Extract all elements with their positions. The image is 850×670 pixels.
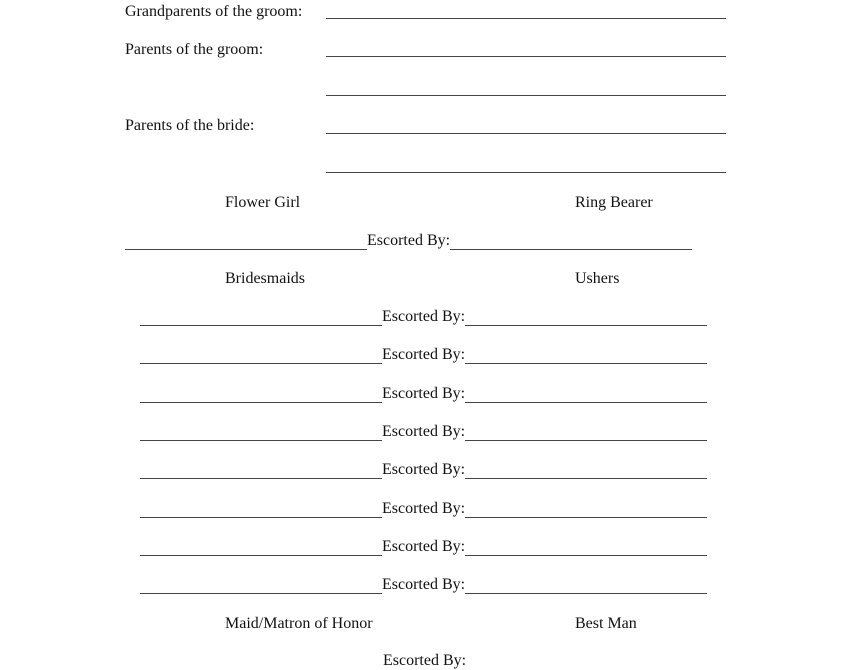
bridesmaid-field[interactable] xyxy=(140,386,382,403)
flower-girl-heading: Flower Girl xyxy=(225,194,301,211)
escorted-by-label: Escorted By: xyxy=(382,538,466,555)
usher-field[interactable] xyxy=(465,539,707,556)
bridesmaid-escort-row xyxy=(140,500,707,518)
parents-groom-field-1[interactable] xyxy=(326,56,726,57)
grandparents-groom-label: Grandparents of the groom: xyxy=(125,3,303,20)
bridesmaid-field[interactable] xyxy=(140,309,382,326)
maid-of-honor-heading: Maid/Matron of Honor xyxy=(225,615,373,632)
bridesmaid-field[interactable] xyxy=(140,577,382,594)
parents-bride-label: Parents of the bride: xyxy=(125,117,255,134)
usher-field[interactable] xyxy=(465,347,707,364)
bridesmaid-field[interactable] xyxy=(140,462,382,479)
parents-groom-label: Parents of the groom: xyxy=(125,41,264,58)
usher-field[interactable] xyxy=(465,462,707,479)
flower-girl-escort-row xyxy=(125,232,692,250)
grandparents-groom-field[interactable] xyxy=(326,18,726,19)
escorted-by-label: Escorted By: xyxy=(382,346,466,363)
bridesmaid-escort-row xyxy=(140,346,707,364)
bridesmaid-escort-row xyxy=(140,576,707,594)
bridesmaid-field[interactable] xyxy=(140,539,382,556)
escorted-by-label: Escorted By: xyxy=(382,461,466,478)
usher-field[interactable] xyxy=(465,501,707,518)
usher-field[interactable] xyxy=(465,424,707,441)
bridesmaid-escort-row xyxy=(140,423,707,441)
flower-girl-field[interactable] xyxy=(125,233,367,250)
escorted-by-label: Escorted By: xyxy=(367,232,451,249)
escorted-by-label: Escorted By: xyxy=(382,576,466,593)
parents-bride-field-1[interactable] xyxy=(326,133,726,134)
escorted-by-label: Escorted By: xyxy=(382,500,466,517)
escorted-by-label: Escorted By: xyxy=(383,652,467,669)
usher-field[interactable] xyxy=(465,309,707,326)
ring-bearer-heading: Ring Bearer xyxy=(575,194,653,211)
ushers-heading: Ushers xyxy=(575,270,620,287)
parents-bride-field-2[interactable] xyxy=(326,172,726,173)
bridesmaid-escort-row xyxy=(140,308,707,326)
usher-field[interactable] xyxy=(465,577,707,594)
maid-of-honor-escort-row xyxy=(383,652,466,670)
bridesmaid-field[interactable] xyxy=(140,424,382,441)
parents-groom-field-2[interactable] xyxy=(326,95,726,96)
usher-field[interactable] xyxy=(465,386,707,403)
bridesmaid-field[interactable] xyxy=(140,501,382,518)
ring-bearer-field[interactable] xyxy=(450,233,692,250)
bridesmaid-field[interactable] xyxy=(140,347,382,364)
bridesmaid-escort-row xyxy=(140,461,707,479)
escorted-by-label: Escorted By: xyxy=(382,308,466,325)
best-man-heading: Best Man xyxy=(575,615,637,632)
bridesmaid-escort-row xyxy=(140,385,707,403)
escorted-by-label: Escorted By: xyxy=(382,385,466,402)
bridesmaid-escort-row xyxy=(140,538,707,556)
escorted-by-label: Escorted By: xyxy=(382,423,466,440)
bridesmaids-heading: Bridesmaids xyxy=(225,270,305,287)
